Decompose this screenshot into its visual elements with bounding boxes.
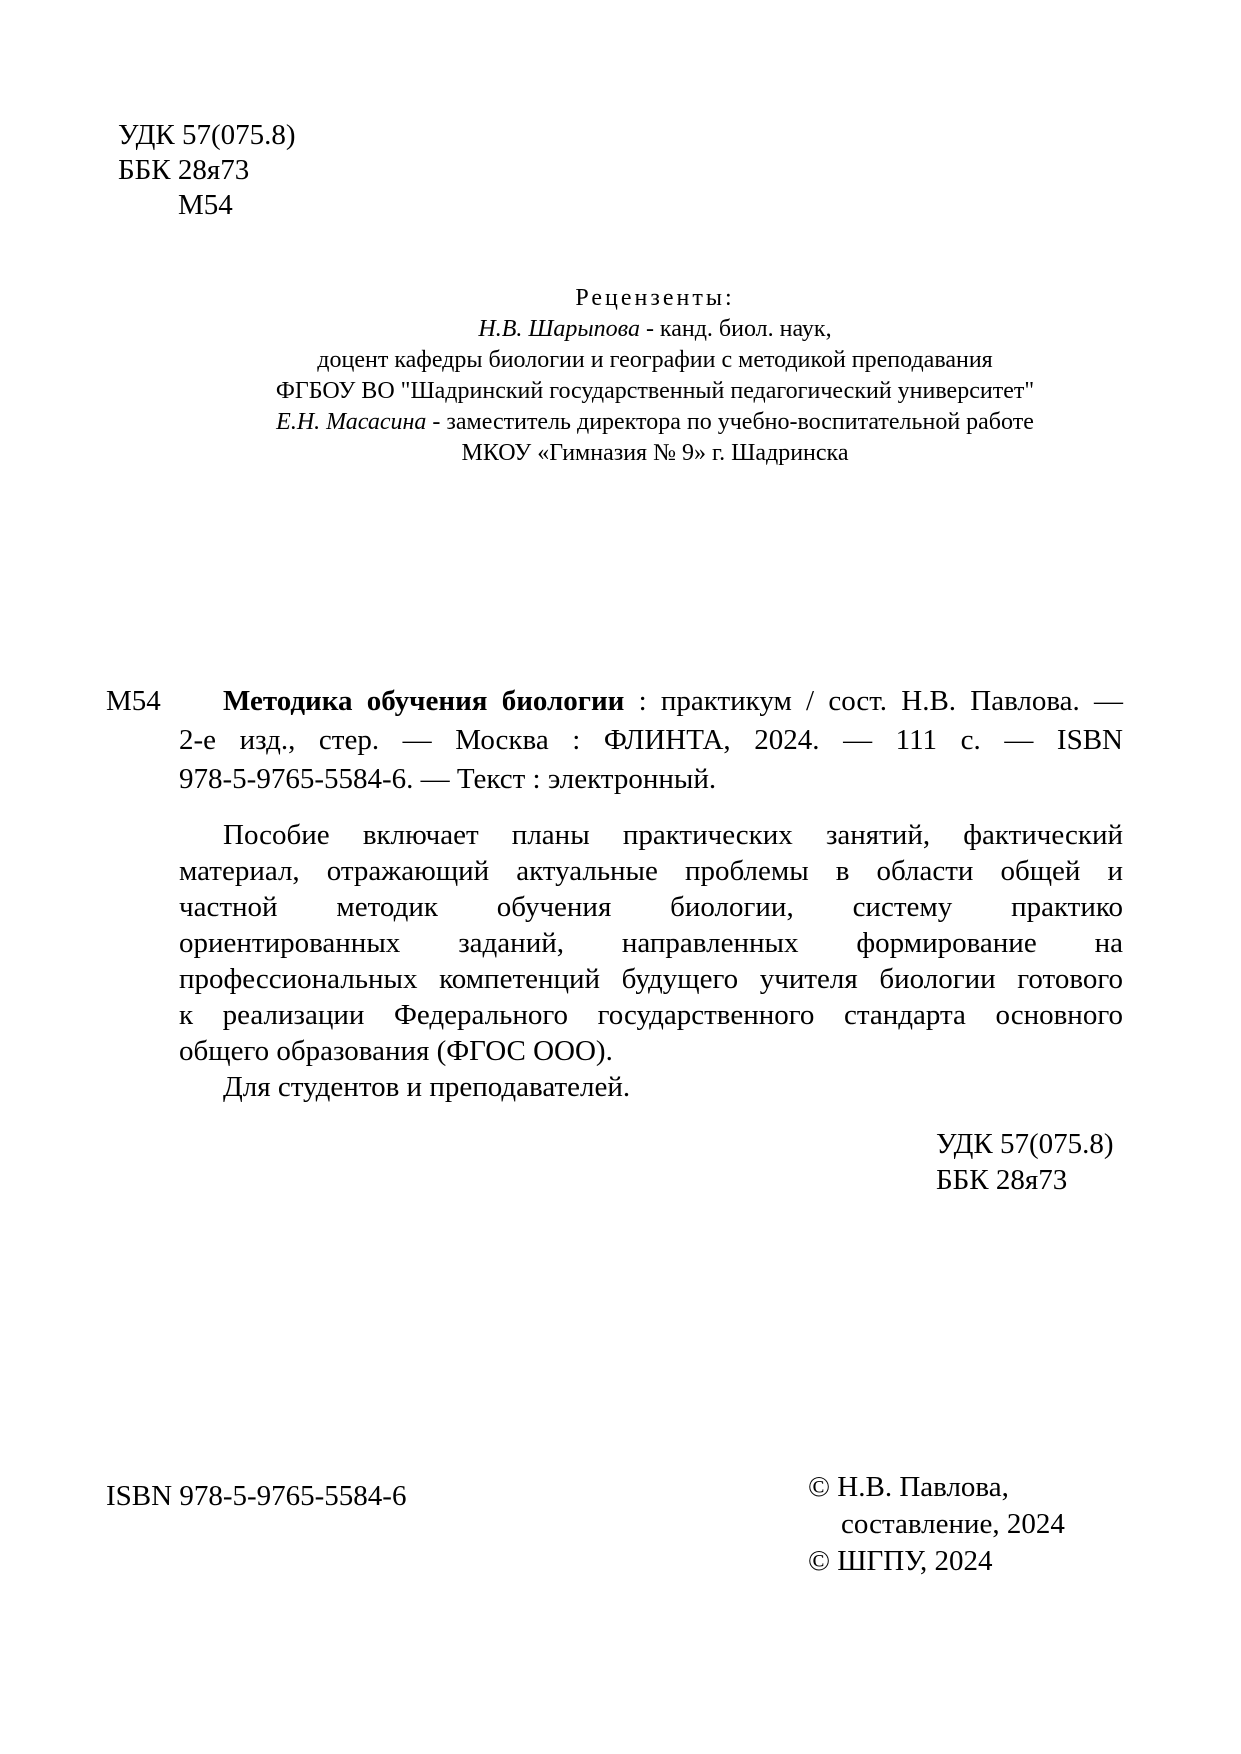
abstract-line: общего образования (ФГОС ООО). (179, 1035, 613, 1067)
reviewer-1 (200, 315, 1110, 346)
audience-line: Для студентов и преподавателей. (223, 1071, 631, 1103)
abstract-line: профессиональных компетенций будущего учителя биологии готового (179, 963, 1123, 995)
book-title: Методика обучения биологии (223, 685, 625, 717)
biblio-line-1 (179, 684, 1123, 723)
udk-code: УДК 57(075.8) (118, 119, 296, 151)
bibliographic-mark: М54 (106, 685, 161, 717)
bbk-code: ББК 28я73 (936, 1164, 1068, 1196)
reviewer-1-name: Н.В. Шарыпова (478, 316, 640, 342)
reviewer-1-org: ФГБОУ ВО "Шадринский государственный педагогический университет" (275, 378, 1035, 404)
copyright-line-3: © ШГПУ, 2024 (808, 1545, 993, 1577)
abstract-line: материал, отражающий актуальные проблемы в области общей и (179, 855, 1123, 887)
reviewer-1-position: доцент кафедры биологии и географии с методикой преподавания (317, 347, 993, 373)
bbk-code: ББК 28я73 (118, 154, 250, 186)
copyright-line-2: составление, 2024 (841, 1508, 1065, 1540)
copyright-block (808, 1470, 1065, 1581)
abstract-line: к реализации Федерального государственного стандарта основного (179, 999, 1123, 1031)
abstract-line: частной методик обучения биологии, систему практико (179, 891, 1123, 923)
reviewer-2-name: Е.Н. Масасина (276, 409, 427, 435)
header-classification-codes (118, 118, 296, 223)
footer-classification-codes (936, 1127, 1114, 1199)
abstract-line: Пособие включает планы практических занятий, фактический (223, 819, 1123, 851)
author-mark: М54 (178, 189, 233, 221)
reviewers-block (200, 284, 1110, 470)
bibliographic-description (179, 684, 1123, 801)
reviewer-1-role: - канд. биол. наук, (639, 316, 832, 342)
abstract-line: ориентированных заданий, направленных формирование на (179, 927, 1123, 959)
biblio-line-1-rest: : практикум / сост. Н.В. Павлова. — (624, 685, 1123, 717)
biblio-line-2: 2-е изд., стер. — Москва : ФЛИНТА, 2024. — 111 с. — ISBN (179, 724, 1123, 756)
reviewers-heading: Рецензенты: (575, 285, 735, 311)
reviewer-2-org: МКОУ «Гимназия № 9» г. Шадринска (461, 440, 849, 466)
biblio-line-3: 978-5-9765-5584-6. — Текст : электронный. (179, 763, 717, 795)
abstract-block (179, 818, 1123, 1106)
reviewer-2 (200, 408, 1110, 439)
udk-code: УДК 57(075.8) (936, 1128, 1114, 1160)
copyright-line-1: © Н.В. Павлова, (808, 1471, 1009, 1503)
reviewer-2-role: - заместитель директора по учебно-воспитательной работе (426, 409, 1034, 435)
isbn: ISBN 978-5-9765-5584-6 (106, 1480, 407, 1512)
